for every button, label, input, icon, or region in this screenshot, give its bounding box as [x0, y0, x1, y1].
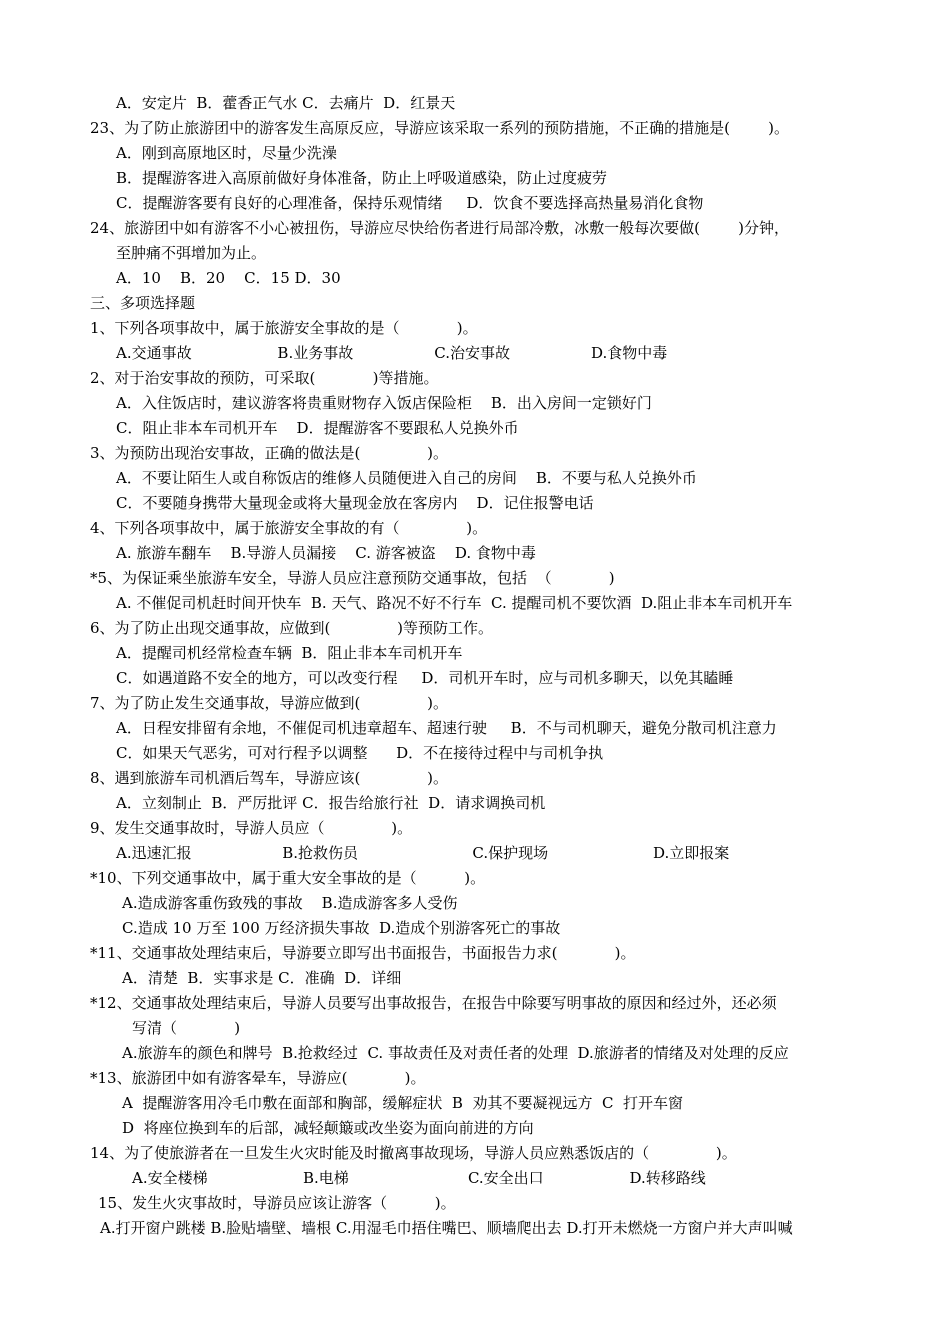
question-m4: 4、下列各项事故中，属于旅游安全事故的有（ )。 [90, 519, 488, 537]
question-24: 24、旅游团中如有游客不小心被扭伤，导游应尽快给伤者进行局部冷敷，冰敷一般每次要做( )分钟， [90, 219, 789, 237]
option-m6-cd: C．如遇道路不安全的地方，可以改变行程 D．司机开车时，应与司机多聊天，以免其瞌睡 [116, 669, 734, 687]
option-m13-d: D 将座位换到车的后部，减轻颠簸或改坐姿为面向前进的方向 [122, 1119, 534, 1137]
option-m4: A. 旅游车翻车 B.导游人员漏接 C. 游客被盗 D. 食物中毒 [116, 544, 536, 562]
option-23-b: B．提醒游客进入高原前做好身体准备，防止上呼吸道感染，防止过度疲劳 [116, 169, 608, 187]
question-23: 23、为了防止旅游团中的游客发生高原反应，导游应该采取一系列的预防措施，不正确的措施是( )。 [90, 119, 789, 137]
question-m8: 8、遇到旅游车司机酒后驾车，导游应该( )。 [90, 769, 449, 787]
option-m3-cd: C．不要随身携带大量现金或将大量现金放在客房内 D．记住报警电话 [116, 494, 594, 512]
option-23-cd: C．提醒游客要有良好的心理准备，保持乐观情绪 D．饮食不要选择高热量易消化食物 [116, 194, 704, 212]
option-m13-abc: A 提醒游客用冷毛巾敷在面部和胸部，缓解症状 B 劝其不要凝视远方 C 打开车窗 [122, 1094, 684, 1112]
option-m3-ab: A．不要让陌生人或自称饭店的维修人员随便进入自己的房间 B．不要与私人兑换外币 [116, 469, 697, 487]
option-m14: A.安全楼梯 B.电梯 C.安全出口 D.转移路线 [132, 1169, 706, 1187]
question-m5: *5、为保证乘坐旅游车安全，导游人员应注意预防交通事故，包括 （ ) [90, 569, 615, 587]
question-m13: *13、旅游团中如有游客晕车，导游应( )。 [90, 1069, 426, 1087]
option-m10-ab: A.造成游客重伤致残的事故 B.造成游客多人受伤 [122, 894, 458, 912]
question-m3: 3、为预防出现治安事故，正确的做法是( )。 [90, 444, 449, 462]
option-m10-cd: C.造成 10 万至 100 万经济损失事故 D.造成个别游客死亡的事故 [122, 919, 561, 937]
option-line-q22: A．安定片 B．藿香正气水 C．去痛片 D．红景天 [116, 94, 456, 112]
option-m12: A.旅游车的颜色和牌号 B.抢救经过 C. 事故责任及对责任者的处理 D.旅游者的情绪及对处理的反应 [122, 1044, 789, 1062]
option-m1: A.交通事故 B.业务事故 C.治安事故 D.食物中毒 [116, 344, 668, 362]
option-24: A．10 B．20 C．15 D．30 [116, 269, 341, 287]
option-m15: A.打开窗户跳楼 B.脸贴墙壁、墙根 C.用湿毛巾捂住嘴巴、顺墙爬出去 D.打开未燃烧一方窗户并大声叫喊 [100, 1219, 793, 1237]
option-m2-ab: A．入住饭店时，建议游客将贵重财物存入饭店保险柜 B．出入房间一定锁好门 [116, 394, 652, 412]
question-m10: *10、下列交通事故中，属于重大安全事故的是（ )。 [90, 869, 486, 887]
question-24-cont: 至肿痛不弭增加为止。 [116, 244, 267, 262]
option-m9: A.迅速汇报 B.抢救伤员 C.保护现场 D.立即报案 [116, 844, 730, 862]
option-23-a: A．刚到高原地区时，尽量少洗澡 [116, 144, 337, 162]
question-m14: 14、为了使旅游者在一旦发生火灾时能及时撤离事故现场，导游人员应熟悉饭店的（ )。 [90, 1144, 737, 1162]
option-m5: A. 不催促司机赶时间开快车 B. 天气、路况不好不行车 C. 提醒司机不要饮酒 D.阻止非本车司机开车 [116, 594, 793, 612]
question-m15: 15、发生火灾事故时，导游员应该让游客（ )。 [98, 1194, 456, 1212]
question-m12: *12、交通事故处理结束后，导游人员要写出事故报告，在报告中除要写明事故的原因和经过外，还必须 [90, 994, 777, 1012]
question-m11: *11、交通事故处理结束后，导游要立即写出书面报告，书面报告力求( )。 [90, 944, 636, 962]
option-m2-cd: C．阻止非本车司机开车 D．提醒游客不要跟私人兑换外币 [116, 419, 519, 437]
option-m11: A．清楚 B．实事求是 C．准确 D．详细 [122, 969, 402, 987]
question-m2: 2、对于治安事故的预防，可采取( )等措施。 [90, 369, 439, 387]
question-m12-cont: 写清（ ) [132, 1019, 241, 1037]
question-m9: 9、发生交通事故时，导游人员应（ )。 [90, 819, 413, 837]
section-heading: 三、多项选择题 [90, 294, 196, 312]
option-m8: A．立刻制止 B．严厉批评 C．报告给旅行社 D．请求调换司机 [116, 794, 546, 812]
option-m7-cd: C．如果天气恶劣，可对行程予以调整 D．不在接待过程中与司机争执 [116, 744, 604, 762]
question-m7: 7、为了防止发生交通事故，导游应做到( )。 [90, 694, 449, 712]
question-m1: 1、下列各项事故中，属于旅游安全事故的是（ )。 [90, 319, 478, 337]
question-m6: 6、为了防止出现交通事故，应做到( )等预防工作。 [90, 619, 494, 637]
option-m6-ab: A．提醒司机经常检查车辆 B．阻止非本车司机开车 [116, 644, 463, 662]
option-m7-ab: A．日程安排留有余地，不催促司机违章超车、超速行驶 B．不与司机聊天，避免分散司机注意力 [116, 719, 777, 737]
